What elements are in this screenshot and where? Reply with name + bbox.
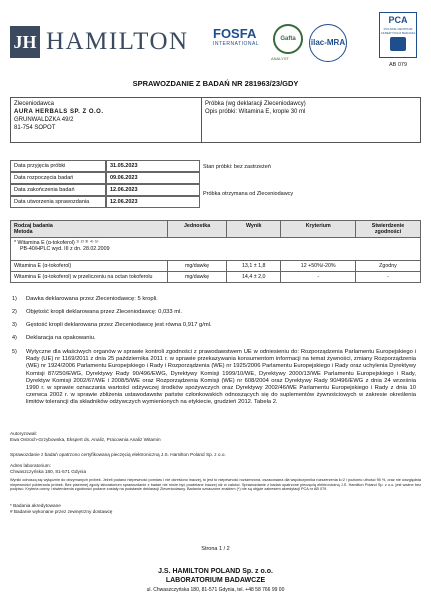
note-number: 4) bbox=[12, 335, 17, 341]
table-row bbox=[11, 261, 421, 272]
date-label-received: Data przyjęcia próbki bbox=[10, 160, 106, 172]
pca-emblem-icon bbox=[390, 37, 406, 51]
results-table bbox=[10, 220, 421, 283]
divider bbox=[201, 98, 202, 143]
date-value-start: 09.06.2023 bbox=[106, 172, 200, 184]
date-value-end: 12.06.2023 bbox=[106, 184, 200, 196]
fosfa-logo bbox=[213, 26, 265, 47]
sample-condition: Stan próbki: bez zastrzeżeń bbox=[203, 164, 271, 170]
header-result: Wynik bbox=[227, 221, 281, 238]
gafta-sub: ANALYST bbox=[271, 56, 289, 61]
row-conformity: - bbox=[356, 272, 421, 283]
accreditation-number: AB 079 bbox=[388, 62, 408, 68]
date-value-received: 31.05.2023 bbox=[106, 160, 200, 172]
company-logo bbox=[10, 26, 210, 60]
header-criterion: Kryterium bbox=[281, 221, 356, 238]
client-city: 81-754 SOPOT bbox=[14, 125, 56, 131]
note-number: 5) bbox=[12, 349, 17, 355]
date-value-report: 12.06.2023 bbox=[106, 196, 200, 208]
header-method-label: Metoda bbox=[14, 229, 33, 235]
footer-lab: LABORATORIUM BADAWCZE bbox=[165, 577, 266, 584]
row-result: 13,1 ± 1,8 bbox=[227, 261, 281, 272]
page-number: Strona 1 / 2 bbox=[201, 546, 230, 552]
note-number: 1) bbox=[12, 296, 17, 302]
row-criterion: 12 +50%/-20% bbox=[281, 261, 356, 272]
note-number: 3) bbox=[12, 322, 17, 328]
table-row bbox=[11, 272, 421, 283]
note-number: 2) bbox=[12, 309, 17, 315]
fosfa-sub: INTERNATIONAL bbox=[213, 41, 260, 47]
ilac-mra-logo: ilac-MRA bbox=[309, 24, 347, 62]
row-unit: mg/dawkę bbox=[168, 261, 227, 272]
header-test bbox=[11, 221, 168, 238]
date-label-report: Data utworzenia sprawozdania bbox=[10, 196, 106, 208]
method-cell bbox=[11, 238, 421, 261]
row-conformity: Zgodny bbox=[356, 261, 421, 272]
date-label-start: Data rozpoczęcia badań bbox=[10, 172, 106, 184]
row-name: Witamina E (α-tokoferol) w przeliczeniu na octan tokoferolu bbox=[11, 272, 168, 283]
method-ref: PB-40/HPLC wyd. III z dn. 28.02.2009 bbox=[20, 246, 110, 252]
header-test-label: Rodzaj badania bbox=[14, 223, 53, 229]
row-result: 14,4 ± 2,0 bbox=[227, 272, 281, 283]
legend-external: # Badanie wykonane przez zewnętrzny dostawcę bbox=[10, 509, 113, 514]
row-criterion: - bbox=[281, 272, 356, 283]
authorized-label: Autoryzował: bbox=[10, 431, 37, 436]
footer-company: J.S. HAMILTON POLAND Sp. z o.o. bbox=[158, 568, 273, 575]
sample-description: Opis próbki: Witamina E, krople 30 ml bbox=[205, 109, 306, 115]
lab-address-label: Adres laboratorium: bbox=[10, 463, 51, 468]
row-unit: mg/dawkę bbox=[168, 272, 227, 283]
sample-label: Próbka (wg deklaracji Zleceniodawcy) bbox=[205, 101, 306, 107]
logo-text: HAMILTON bbox=[46, 28, 189, 55]
note-text: Gęstość kropli deklarowana przez Zleceniodawcę jest równa 0,917 g/ml. bbox=[26, 322, 212, 328]
gafta-logo: Gafta bbox=[273, 24, 303, 54]
method-row bbox=[11, 238, 421, 261]
pca-title: PCA bbox=[388, 15, 408, 25]
row-name: Witamina E (α-tokoferol) bbox=[11, 261, 168, 272]
legend-accredited: * Badania akredytowane bbox=[10, 503, 61, 508]
fosfa-name: FOSFA bbox=[213, 26, 257, 41]
sample-received-from: Próbka otrzymana od Zleceniodawcy bbox=[203, 191, 294, 197]
header-conformity: Stwierdzenie zgodności bbox=[356, 221, 421, 238]
footer-address: ul. Chwaszczyńska 180, 81-571 Gdynia, tel. +48 58 766 99 00 bbox=[146, 587, 285, 593]
logo-mark: JH bbox=[10, 26, 40, 58]
client-sample-box bbox=[10, 97, 421, 143]
pca-sub: POLSKIE CENTRUM AKREDYTACJI BADANIA bbox=[380, 27, 416, 35]
note-text: Wytyczne dla właściwych organów w sprawie kontroli zgodności z prawodawstwem UE w odniesieniu do: Rozporządzenia Parlamentu Europejskiego i Rady (UE) nr 1169/2011 z dnia 25 października 2011 r. w sprawie przekazywania konsumentom informacji na temat żywności, zmiany Rozporządzenia (WE) nr 1924/2006 Parlamentu Europejskiego i Rady i Rozporządzenia (WE) nr 1925/2006 Parlamentu Europejskiego i Rady oraz uchylenia Dyrektywy Komisji 87/250/EWG, Dyrektywy Rady 90/496/EWG, Dyrektywy Komisji 1999/10/WE, Dyrektywy 2000/13/WE Parlamentu Europejskiego i Rady, Dyrektyw Komisji 2002/67/WE i 2008/5/WE oraz Rozporządzenia Komisji (WE) nr 608/2004 oraz Dyrektywy Rady 90/496/EWG z dnia 24 września 1990 r. w sprawie oznaczania wartości odżywczej środków spożywczych oraz Dyrektywy 2002/46/WE Parlamentu Europejskiego i Rady z dnia 10 czerwca 2002 r. w sprawie zbliżenia ustawodawstw państw członkowskich odnoszących się do suplementów żywnościowych w zakresie określenia limitów tolerancji dla składników odżywczych wymienionych na etykiecie, grudzień 2012. Tabela 2. bbox=[26, 349, 416, 406]
date-label-end: Data zakończenia badań bbox=[10, 184, 106, 196]
note-text: Dawka deklarowana przez Zleceniodawcę: 5 kropli. bbox=[26, 296, 158, 302]
signature-note: Sprawozdanie z badań opatrzono certyfikowaną pieczęcią elektroniczną J.S. Hamilton Poland Sp. z o.o. bbox=[10, 452, 226, 457]
table-header-row bbox=[11, 221, 421, 238]
header-unit: Jednostka bbox=[168, 221, 227, 238]
pca-logo bbox=[379, 12, 417, 58]
client-label: Zleceniodawca bbox=[14, 101, 55, 107]
lab-address: Chwaszczyńska 180, 81-571 Gdynia bbox=[10, 469, 87, 474]
client-street: GRUNWALDZKA 49/2 bbox=[14, 117, 74, 123]
accreditation-badges bbox=[211, 12, 421, 72]
note-text: Deklaracja na opakowaniu. bbox=[26, 335, 96, 341]
report-title: SPRAWOZDANIE Z BADAŃ NR 281963/23/GDY bbox=[132, 79, 299, 88]
authorized-name: Ewa Ostroch-Grzybowska, Ekspert ds. Analiz, Pracownia Analiz Witamin bbox=[10, 437, 161, 442]
note-text: Objętość kropli deklarowana przez Zleceniodawcę: 0,033 ml. bbox=[26, 309, 182, 315]
legal-disclaimer: Wyniki odnoszą się wyłącznie do otrzymanych próbek. Jeżeli podano niepewność pomiaru i nie określono inaczej, to jest to niepewność rozszerzona, oszacowana dla współczynnika rozszerzenia k=2 i poziomu ufności 95 %, oraz nie uwzględnia niepewności pobierania próbek. Bez pisemnej zgody laboratorium sprawozdanie z badań nie może być powielane inaczej niż w całości. Sprawozdanie z badań opatrzone pieczęcią elektroniczną J.S. Hamilton Poland Sp. z o.o. jest ważne bez podpisu. Kryteria oceny i stwierdzenia zgodności podane zostały na podstawie deklaracji Zleceniodawcy. Badania oznaczone znakiem (*) nie są objęte zakresem akredytacji PCA nr AB 079. bbox=[10, 478, 421, 492]
method-title: * Witamina E (α-tokoferol) ¹⁾ ²⁾ ³⁾ ⁴⁾ ⁵⁾ bbox=[14, 240, 99, 246]
client-name: AURA HERBALS SP. Z O.O. bbox=[14, 109, 104, 115]
